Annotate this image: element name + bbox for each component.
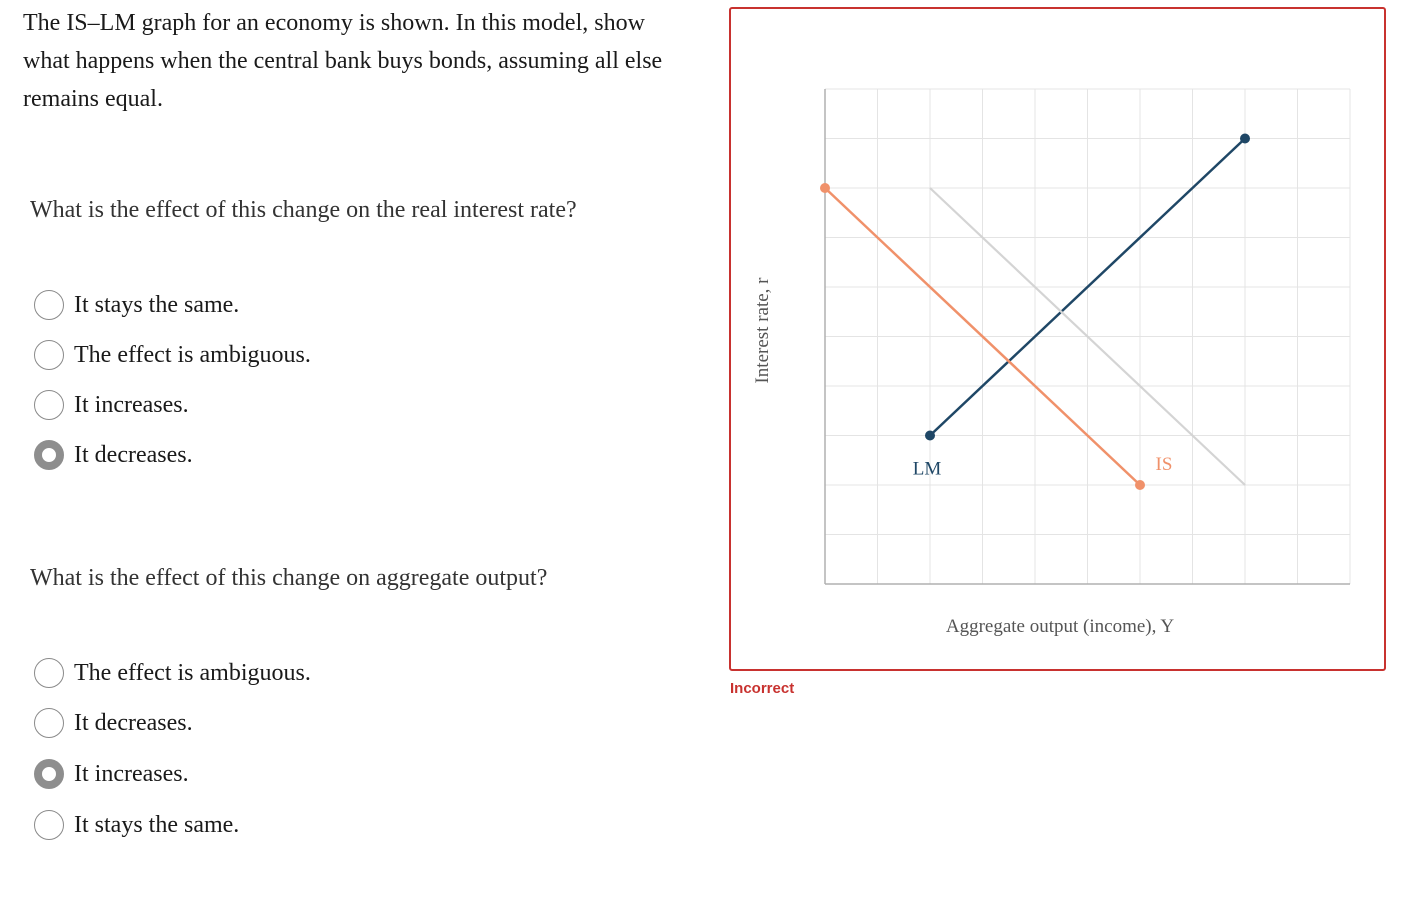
- y-axis-label: Interest rate, r: [752, 277, 773, 384]
- options-aggregate-output: [34, 648, 311, 850]
- option-label: The effect is ambiguous.: [74, 659, 311, 686]
- option-stays-same[interactable]: [34, 800, 311, 850]
- lm-curve-label: LM: [912, 458, 942, 480]
- radio-button[interactable]: [34, 290, 64, 320]
- radio-button[interactable]: [34, 440, 64, 470]
- is-lm-graph[interactable]: [731, 9, 1384, 669]
- option-increases[interactable]: [34, 380, 311, 430]
- option-label: It increases.: [74, 760, 189, 787]
- option-label: The effect is ambiguous.: [74, 341, 311, 368]
- options-interest-rate: [34, 280, 311, 480]
- option-label: It stays the same.: [74, 811, 240, 838]
- option-ambiguous[interactable]: [34, 330, 311, 380]
- radio-button[interactable]: [34, 708, 64, 738]
- radio-button[interactable]: [34, 658, 64, 688]
- is-curve-endpoint[interactable]: [1135, 480, 1145, 490]
- option-decreases[interactable]: [34, 430, 311, 480]
- option-label: It stays the same.: [74, 291, 240, 318]
- radio-button[interactable]: [34, 759, 64, 789]
- question-aggregate-output: What is the effect of this change on aggregate output?: [30, 565, 548, 591]
- option-label: It increases.: [74, 391, 189, 418]
- option-increases[interactable]: [34, 748, 311, 800]
- radio-button[interactable]: [34, 810, 64, 840]
- option-stays-same[interactable]: [34, 280, 311, 330]
- option-label: It decreases.: [74, 709, 193, 736]
- feedback-status: Incorrect: [730, 680, 795, 697]
- graph-panel[interactable]: [729, 7, 1386, 671]
- lm-curve-endpoint[interactable]: [925, 431, 935, 441]
- x-axis-label: Aggregate output (income), Y: [945, 616, 1175, 637]
- radio-button[interactable]: [34, 340, 64, 370]
- lm-curve-endpoint[interactable]: [1240, 134, 1250, 144]
- question-interest-rate: What is the effect of this change on the real interest rate?: [30, 197, 577, 223]
- option-ambiguous[interactable]: [34, 648, 311, 698]
- question-prompt: The IS–LM graph for an economy is shown. In this model, show what happens when the central bank buys bonds, assuming all else remains equal.: [23, 10, 663, 112]
- is-curve-label: IS: [1155, 454, 1173, 475]
- option-decreases[interactable]: [34, 698, 311, 748]
- option-label: It decreases.: [74, 441, 193, 468]
- radio-button[interactable]: [34, 390, 64, 420]
- is-curve-endpoint[interactable]: [820, 183, 830, 193]
